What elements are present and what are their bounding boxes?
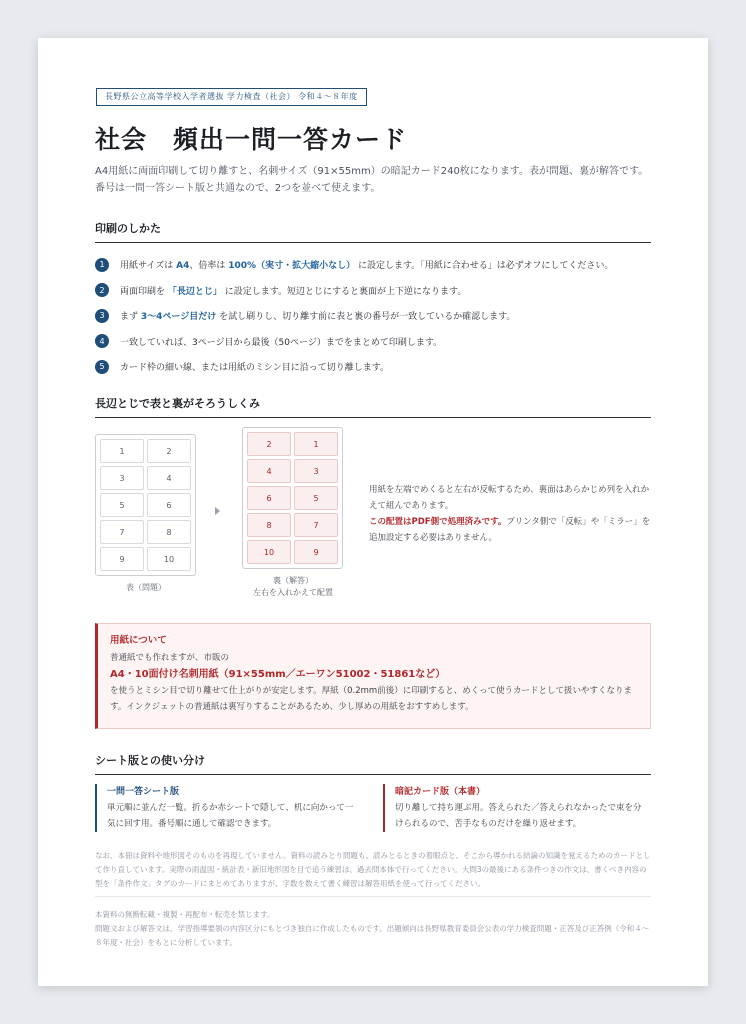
paper-recommendation: A4・10面付け名刺用紙（91×55mm／エーワン51002・51861など）	[110, 669, 446, 680]
front-caption: 表（問題）	[126, 583, 166, 592]
step-text: カード枠の細い線、または用紙のミシン目に沿って切り離します。	[120, 363, 390, 374]
step-text: 一致していれば、3ページ目から最後（50ページ）までをまとめて印刷します。	[120, 337, 443, 348]
card-cell: 7	[294, 513, 338, 537]
card-cell: 4	[247, 459, 291, 483]
document-page	[38, 38, 708, 986]
exam-tag: 長野県公立高等学校入学者選抜 学力検査（社会） 令和４〜８年度	[96, 88, 367, 106]
footer	[95, 908, 653, 950]
sheet-version-title: 一問一答シート版	[107, 787, 180, 797]
step-number-badge: 4	[95, 334, 109, 348]
paper-notice-line: 普通紙でも作れますが、市販の	[110, 653, 230, 663]
step-4	[95, 329, 655, 355]
card-cell: 10	[247, 540, 291, 564]
card-cell: 5	[294, 486, 338, 510]
copyright-notice: 本資料の無断転載・複製・再配布・転売を禁じます。	[95, 910, 275, 919]
card-cell: 2	[247, 432, 291, 456]
card-version-title: 暗記カード版（本書）	[395, 787, 486, 797]
card-cell: 8	[247, 513, 291, 537]
card-cell: 1	[294, 432, 338, 456]
step-text: 用紙サイズは A4、倍率は 100%（実寸・拡大縮小なし） に設定します。「用紙に合わせる」は必ずオフにしてください。	[120, 261, 614, 272]
layout-section-heading: 長辺とじで表と裏がそろうしくみ	[95, 395, 651, 418]
scope-note: なお、本冊は資料や地形図そのものを再現していません。資料の読みとり問題も、読みとるときの着眼点と、そこから導かれる結論の知識を覚えるためのカードとして作り直しています。実際の雨温図・統計表・新旧地形図を目で追う練習は、過去問本体で行ってください。大問3の最後にある条件つきの作文は、書くべき内容の型を「条件作文」タグのカードにまとめてありますが、字数を数えて書く練習は解答用紙を使って行ってください。	[95, 851, 651, 888]
card-cell: 7	[100, 520, 144, 544]
card-cell: 3	[100, 466, 144, 490]
front-card-grid	[100, 439, 191, 571]
step-3	[95, 303, 655, 329]
card-version-column	[383, 784, 649, 832]
step-number-badge: 5	[95, 360, 109, 374]
divider	[95, 896, 651, 897]
step-number-badge: 1	[95, 258, 109, 272]
layout-explanation: 用紙を左端でめくると左右が反転するため、裏面はあらかじめ列を入れかえて組んであります。 この配置はPDF側で処理済みです。プリンタ側で「反転」や「ミラー」を追加設定する必要はありません。	[369, 485, 651, 543]
lead-paragraph: A4用紙に両面印刷して切り離すと、名刺サイズ（91×55mm）の暗記カード240枚になります。表が問題、裏が解答です。番号は一問一答シート版と共通なので、2つを並べて使えます。	[95, 166, 649, 194]
card-cell: 3	[294, 459, 338, 483]
source-notice: 問題文および解答文は、学習指導要領の内容区分にもとづき独自に作成したものです。出題傾向は長野県教育委員会公表の学力検査問題・正答及び正答例（令和４〜８年度・社会）をもとに分析しています。	[95, 924, 650, 947]
card-cell: 4	[147, 466, 191, 490]
step-number-badge: 2	[95, 283, 109, 297]
card-cell: 2	[147, 439, 191, 463]
paper-notice-heading: 用紙について	[110, 635, 167, 646]
print-steps-list	[95, 252, 655, 380]
step-text: まず 3〜4ページ目だけ を試し刷りし、切り離す前に表と裏の番号が一致しているか確認します。	[120, 312, 516, 323]
page-title: 社会 頻出一問一答カード	[95, 125, 408, 154]
sheet-version-column	[95, 784, 361, 832]
arrow-right-icon	[215, 507, 220, 515]
step-5	[95, 354, 655, 380]
step-number-badge: 3	[95, 309, 109, 323]
back-sheet-diagram	[242, 427, 343, 569]
usage-section-heading: シート版との使い分け	[95, 752, 651, 775]
card-version-body: 切り離して持ち運ぶ用。答えられた／答えられなかったで束を分けられるので、苦手なものだけを繰り返せます。	[395, 803, 642, 829]
step-1	[95, 252, 655, 278]
paper-notice-body: を使うとミシン目で切り離せて仕上がりが安定します。厚紙（0.2mm前後）に印刷すると、めくって使うカードとして扱いやすくなります。インクジェットの普通紙は裏写りすることがあるため、少し厚めの用紙をおすすめします。	[110, 686, 633, 712]
print-section-heading: 印刷のしかた	[95, 220, 651, 243]
front-sheet-diagram	[95, 434, 196, 576]
card-cell: 9	[294, 540, 338, 564]
back-caption: 裏（解答） 左右を入れかえて配置	[253, 576, 333, 597]
step-2	[95, 278, 655, 304]
card-cell: 6	[147, 493, 191, 517]
card-cell: 6	[247, 486, 291, 510]
step-text: 両面印刷を 「長辺とじ」 に設定します。短辺とじにすると裏面が上下逆になります。	[120, 286, 467, 297]
card-cell: 10	[147, 547, 191, 571]
card-cell: 5	[100, 493, 144, 517]
card-cell: 9	[100, 547, 144, 571]
card-cell: 8	[147, 520, 191, 544]
paper-notice-box	[95, 623, 651, 729]
back-card-grid	[247, 432, 338, 564]
card-cell: 1	[100, 439, 144, 463]
sheet-version-body: 単元順に並んだ一覧。折るか赤シートで隠して、机に向かって一気に回す用。番号順に通して確認できます。	[107, 803, 354, 829]
